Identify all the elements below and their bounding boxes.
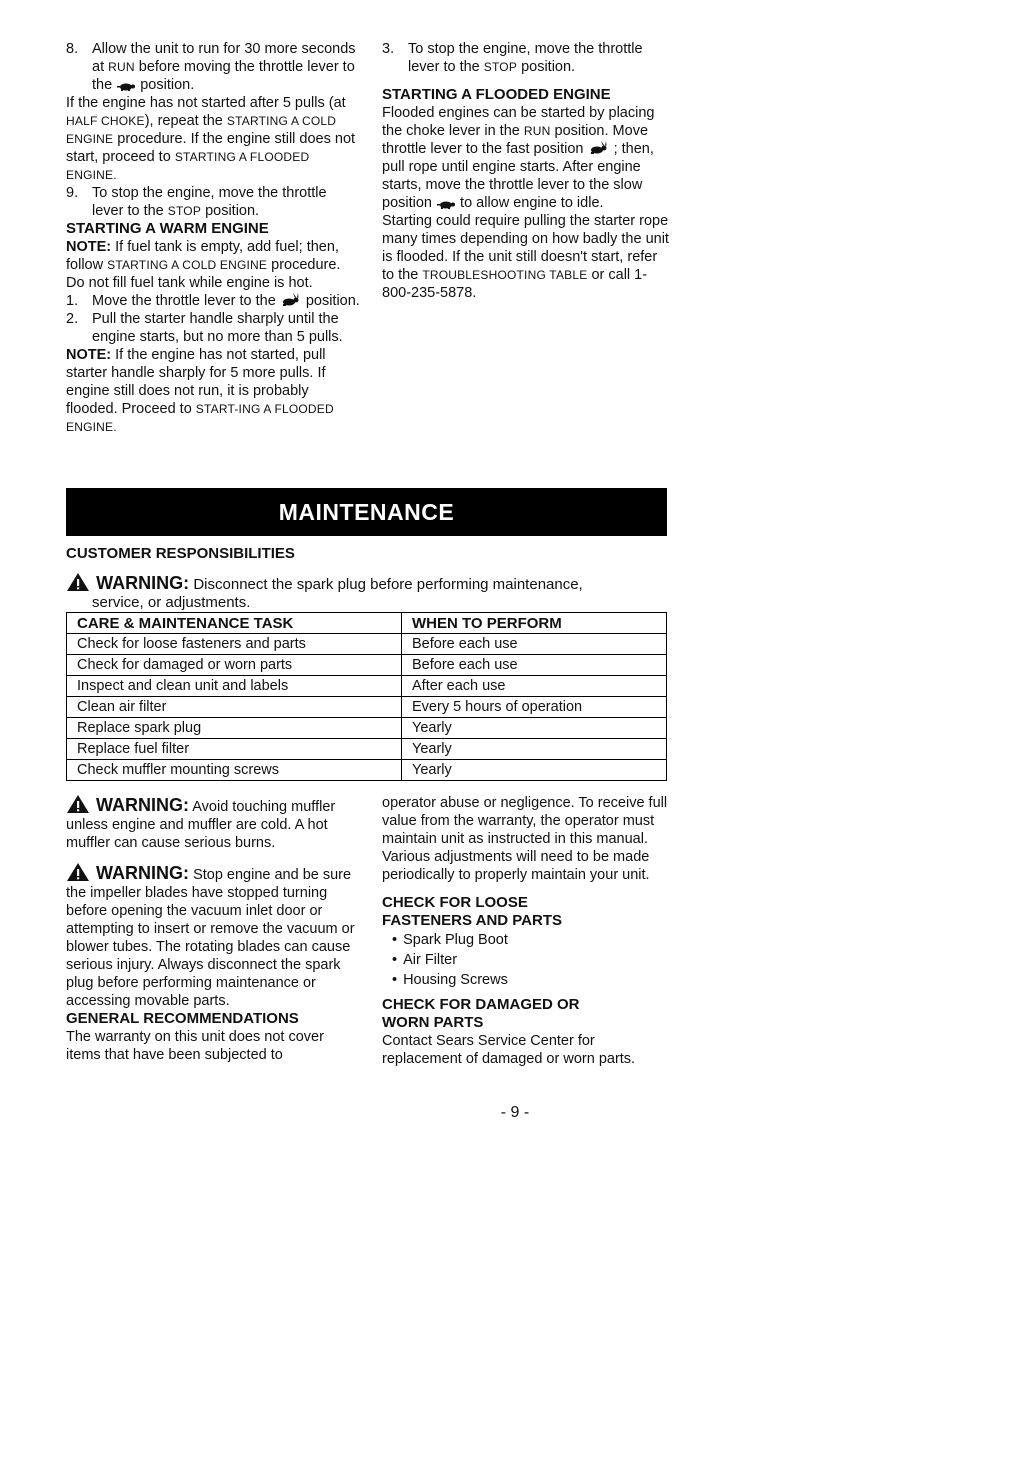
rabbit-fast-icon	[588, 141, 610, 155]
table-header-row	[67, 613, 667, 634]
flooded-paragraph-2: Starting could require pulling the starter rope many times depending on how badly the unit is flooded. If the unit still doesn't start, refer to the TROUBLESHOOTING TABLE or call 1-800-235-5878.	[382, 213, 669, 301]
warning-muffler: WARNING: Avoid touching muffler unless engine and muffler are cold. A hot muffler can cause serious burns.	[66, 795, 336, 851]
left-top-column	[66, 40, 361, 436]
warm-engine-heading: STARTING A WARM ENGINE	[66, 220, 269, 237]
turtle-slow-icon	[116, 81, 136, 91]
step-3: 3. To stop the engine, move the throttle lever to the STOP position.	[382, 41, 643, 75]
general-recommendations-heading: GENERAL RECOMMENDATIONS	[66, 1010, 299, 1027]
warning-triangle-icon	[66, 794, 90, 814]
right-bottom-column	[382, 794, 672, 1068]
table-row: Check for damaged or worn parts Before each use	[67, 655, 667, 676]
flooded-paragraph: Flooded engines can be started by placing the choke lever in the RUN position. Move throttle lever to the fast position ; then, pull rope until engine starts. After engine starts, move the throttle lever to the slow position to allow engine to idle.	[382, 105, 655, 211]
table-row: Inspect and clean unit and labels After each use	[67, 676, 667, 697]
check-loose-heading: CHECK FOR LOOSE FASTENERS AND PARTS	[382, 894, 563, 929]
step-8: 8. Allow the unit to run for 30 more seconds at RUN before moving the throttle lever to the position.	[66, 41, 356, 93]
step-9: 9. To stop the engine, move the throttle lever to the STOP position.	[66, 185, 327, 219]
loose-parts-list	[382, 930, 672, 990]
table-row: Clean air filter Every 5 hours of operation	[67, 697, 667, 718]
check-damaged-heading: CHECK FOR DAMAGED OR WORN PARTS	[382, 996, 580, 1031]
warranty-continued: operator abuse or negligence. To receive full value from the warranty, the operator must maintain unit as instructed in this manual. Various adjustments will need to be made periodically to properly maintain your unit.	[382, 795, 668, 883]
column-header: CARE & MAINTENANCE TASK	[67, 613, 402, 634]
left-bottom-column	[66, 794, 361, 1064]
general-recommendations-text: The warranty on this unit does not cover items that have been subjected to	[66, 1029, 324, 1063]
maintenance-banner: MAINTENANCE	[66, 488, 667, 536]
note-flooded: NOTE: If the engine has not started, pull starter handle sharply for 5 more pulls. If engine still does not run, it is probably flooded. Proceed to START-ING A FLOODED ENGINE.	[66, 347, 334, 434]
half-choke-paragraph: If the engine has not started after 5 pulls (at HALF CHOKE), repeat the STARTING A COLD ENGINE procedure. If the engine still does not start, proceed to STARTING A FLOODED ENGINE.	[66, 95, 356, 182]
list-item: • Housing Screws	[392, 970, 672, 990]
warning-disconnect: WARNING: Disconnect the spark plug before performing maintenance, service, or adjustments.	[66, 572, 676, 612]
flooded-engine-heading: STARTING A FLOODED ENGINE	[382, 86, 611, 103]
warning-triangle-icon	[66, 572, 90, 592]
page-number: - 9 -	[500, 1104, 530, 1121]
maintenance-table	[66, 612, 667, 781]
turtle-slow-icon	[436, 199, 456, 209]
warning-triangle-icon	[66, 862, 90, 882]
table-row: Replace fuel filter Yearly	[67, 739, 667, 760]
customer-responsibilities-heading: CUSTOMER RESPONSIBILITIES	[66, 545, 295, 562]
list-item: • Air Filter	[392, 950, 672, 970]
note-fuel: NOTE: If fuel tank is empty, add fuel; then, follow STARTING A COLD ENGINE procedure. Do not fill fuel tank while engine is hot.	[66, 239, 341, 291]
rabbit-fast-icon	[280, 293, 302, 307]
warning-impeller: WARNING: Stop engine and be sure the impeller blades have stopped turning before opening the vacuum inlet door or attempting to insert or remove the vacuum or blower tubes. The rotating blades can cause serious injury. Always disconnect the spark plug before performing maintenance or accessing movable parts.	[66, 863, 355, 1009]
damaged-parts-text: Contact Sears Service Center for replacement of damaged or worn parts.	[382, 1033, 636, 1067]
list-item: • Spark Plug Boot	[392, 930, 672, 950]
column-header: WHEN TO PERFORM	[402, 613, 667, 634]
right-top-column	[382, 40, 672, 302]
warm-step-2: 2. Pull the starter handle sharply until the engine starts, but no more than 5 pulls.	[66, 311, 343, 345]
table-row: Check for loose fasteners and parts Before each use	[67, 634, 667, 655]
warm-step-1: 1. Move the throttle lever to the position.	[66, 293, 360, 309]
table-row: Replace spark plug Yearly	[67, 718, 667, 739]
table-row: Check muffler mounting screws Yearly	[67, 760, 667, 781]
